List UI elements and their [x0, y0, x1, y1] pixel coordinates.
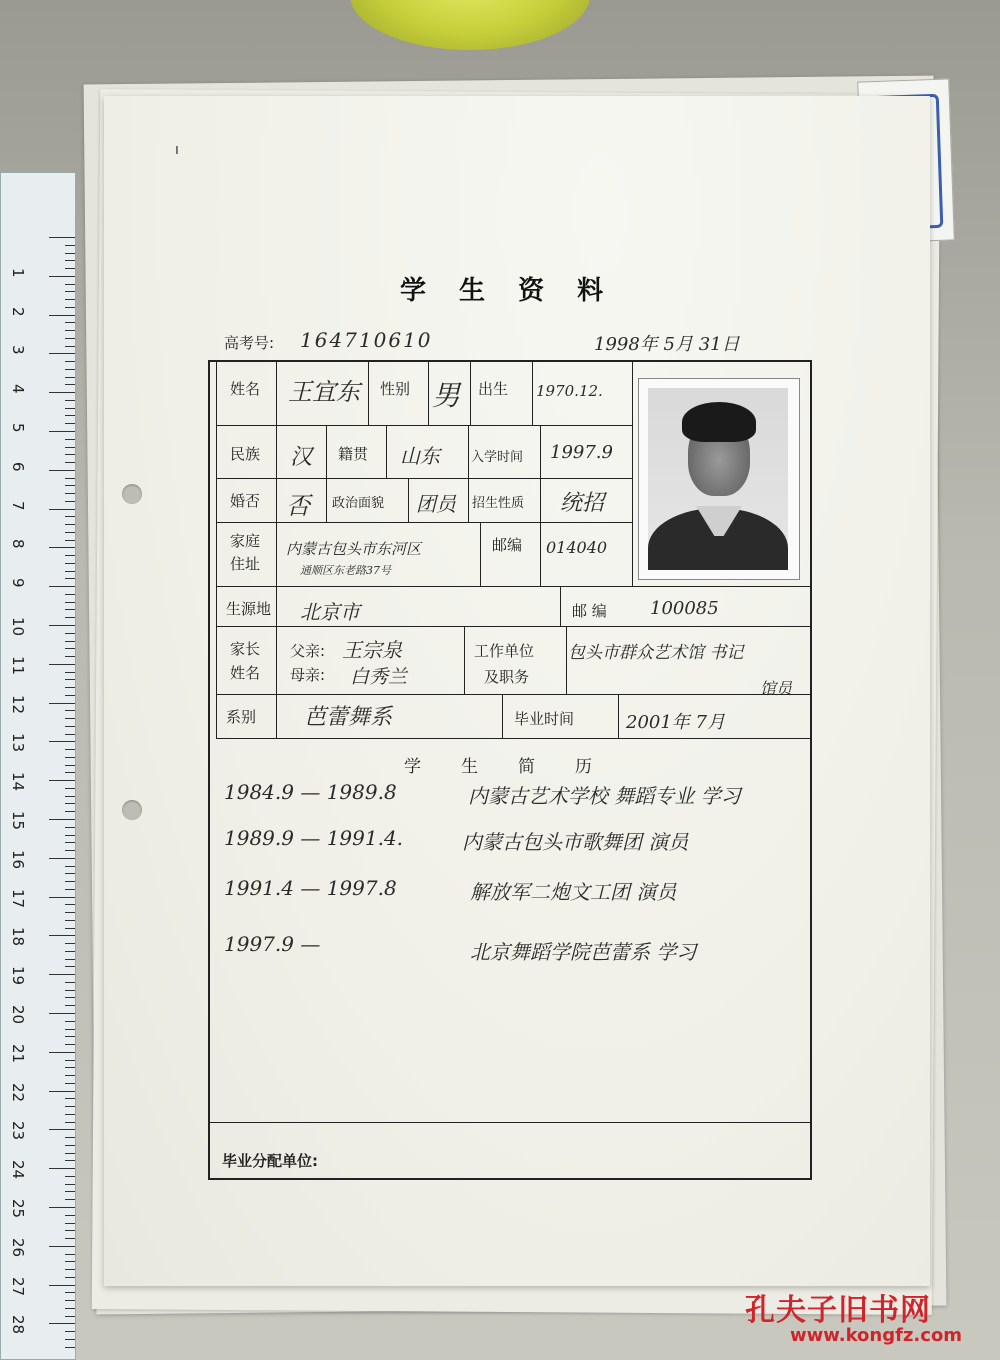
label-footer: 毕业分配单位: — [222, 1152, 318, 1170]
ruler-tick — [65, 400, 75, 401]
ruler-tick — [49, 897, 75, 898]
ruler-tick — [65, 1269, 75, 1270]
ruler-tick — [65, 1184, 75, 1185]
ruler-tick — [65, 563, 75, 564]
ruler-tick — [65, 1114, 75, 1115]
value-home-1: 内蒙古包头市东河区 — [286, 540, 422, 558]
ruler-tick — [65, 1277, 75, 1278]
col-line — [480, 522, 481, 586]
resume-period: 1989.9 — 1991.4. — [224, 826, 404, 850]
row-line — [216, 694, 810, 695]
ruler-tick — [65, 726, 75, 727]
col-line — [566, 626, 567, 694]
ruler-tick — [65, 532, 75, 533]
fruit-background — [350, 0, 590, 50]
ruler-tick — [65, 997, 75, 998]
label-department: 系别 — [226, 708, 257, 726]
row-line — [216, 626, 810, 627]
ruler-number: 6 — [9, 461, 27, 472]
ruler-tick — [49, 586, 75, 587]
resume-period: 1991.4 — 1997.8 — [224, 876, 397, 900]
ruler-tick — [65, 687, 75, 688]
ruler-number: 4 — [9, 384, 27, 394]
ruler-tick — [65, 594, 75, 595]
ruler-tick — [65, 943, 75, 944]
ruler-tick — [49, 1323, 75, 1324]
ruler-tick — [65, 524, 75, 525]
ruler-tick — [65, 1254, 75, 1255]
ruler-number: 21 — [9, 1043, 27, 1063]
col-line — [408, 478, 409, 522]
ruler-tick — [65, 796, 75, 797]
resume-desc: 北京舞蹈学院芭蕾系 学习 — [470, 940, 697, 964]
ruler-tick — [65, 1238, 75, 1239]
ruler-tick — [65, 346, 75, 347]
ruler-tick — [65, 462, 75, 463]
label-parents-2: 姓名 — [230, 664, 261, 682]
form-title: 学 生 资 料 — [400, 276, 616, 306]
label-postcode: 邮编 — [492, 536, 523, 554]
ruler-tick — [49, 392, 75, 393]
label-marital: 婚否 — [230, 492, 261, 510]
label-enroll-time: 入学时间 — [471, 450, 524, 465]
resume-desc: 内蒙古艺术学校 舞蹈专业 学习 — [468, 784, 741, 808]
ruler-tick — [65, 253, 75, 254]
ruler-tick — [65, 1339, 75, 1340]
ruler-tick — [65, 617, 75, 618]
ruler-tick — [65, 1067, 75, 1068]
ruler-tick — [65, 245, 75, 246]
ruler-tick — [65, 920, 75, 921]
ruler-tick — [65, 1083, 75, 1084]
ruler-tick — [65, 679, 75, 680]
ruler-number: 28 — [9, 1315, 27, 1335]
ruler-tick — [65, 322, 75, 323]
row-line — [216, 586, 810, 587]
ruler-tick — [65, 889, 75, 890]
value-native-place: 山东 — [400, 444, 440, 468]
ruler-tick — [65, 966, 75, 967]
ruler-tick — [49, 974, 75, 975]
label-work-unit-1: 工作单位 — [474, 642, 535, 660]
ruler-tick — [65, 478, 75, 479]
ruler-number: 3 — [9, 345, 27, 355]
label-mother: 母亲: — [290, 666, 326, 684]
ruler-tick — [65, 1160, 75, 1161]
ruler-number: 25 — [9, 1199, 27, 1219]
ruler-tick — [65, 1223, 75, 1224]
ruler-tick — [65, 959, 75, 960]
ruler-tick — [65, 1005, 75, 1006]
ruler-tick — [65, 268, 75, 269]
watermark-logo-text: 孔夫子旧书网 — [745, 1293, 931, 1328]
ruler-number: 12 — [9, 694, 27, 714]
ruler-tick — [65, 1308, 75, 1309]
row-line — [216, 425, 632, 426]
ruler-tick — [65, 1145, 75, 1146]
ruler-number: 9 — [9, 578, 27, 588]
ruler-tick — [65, 1316, 75, 1317]
ruler-tick — [65, 439, 75, 440]
ruler-tick — [65, 260, 75, 261]
form-date: 1998年 5月 31日 — [594, 334, 740, 355]
ruler-tick — [65, 1292, 75, 1293]
ruler-tick — [49, 353, 75, 354]
col-line — [540, 425, 541, 522]
ruler-tick — [49, 1091, 75, 1092]
ruler-tick — [65, 330, 75, 331]
label-home-2: 住址 — [230, 555, 261, 573]
ruler-tick — [65, 338, 75, 339]
ruler-tick — [65, 757, 75, 758]
resume-desc: 解放军二炮文工团 演员 — [470, 880, 677, 904]
value-home-2: 通顺区东老路37号 — [300, 564, 391, 577]
ruler-tick — [65, 1137, 75, 1138]
value-gender: 男 — [432, 379, 461, 412]
ruler-tick — [49, 1168, 75, 1169]
col-line — [502, 694, 503, 738]
ruler-tick — [65, 423, 75, 424]
ruler-tick — [65, 648, 75, 649]
resume-period: 1997.9 — — [224, 932, 321, 956]
ruler-tick — [65, 307, 75, 308]
ruler-tick — [49, 431, 75, 432]
ruler-tick — [65, 827, 75, 828]
ruler-tick — [49, 276, 75, 277]
ruler-number: 17 — [9, 888, 27, 908]
ruler-number: 18 — [9, 927, 27, 947]
value-postcode: 014040 — [546, 538, 608, 557]
photo-hair — [682, 402, 756, 442]
ruler-tick — [65, 904, 75, 905]
label-name: 姓名 — [230, 380, 261, 398]
value-work-unit-2: 馆员 — [760, 679, 793, 698]
ruler-number: 13 — [9, 733, 27, 753]
ruler-tick — [65, 1331, 75, 1332]
value-work-unit-1: 包头市群众艺术馆 书记 — [568, 643, 744, 663]
ruler-tick — [65, 842, 75, 843]
punch-hole-bottom — [122, 800, 142, 820]
punch-hole-top — [122, 484, 142, 504]
label-work-unit-2: 及职务 — [484, 668, 530, 686]
ruler-tick — [65, 990, 75, 991]
col-line — [540, 522, 541, 586]
label-birth: 出生 — [478, 380, 509, 398]
ruler-tick — [65, 540, 75, 541]
ruler-tick — [65, 1122, 75, 1123]
ruler-tick — [65, 912, 75, 913]
ruler-number: 20 — [9, 1005, 27, 1025]
ruler-tick — [65, 578, 75, 579]
ruler-tick — [65, 291, 75, 292]
ruler-tick — [49, 315, 75, 316]
ruler-number: 10 — [9, 617, 27, 637]
value-postcode2: 100085 — [650, 598, 719, 619]
value-grad-time: 2001年 7月 — [626, 712, 725, 733]
label-source: 生源地 — [226, 600, 272, 618]
ruler-tick — [49, 780, 75, 781]
col-line — [368, 362, 369, 426]
resume-period: 1984.9 — 1989.8 — [224, 780, 397, 804]
ruler-number: 5 — [9, 423, 27, 433]
ruler-tick — [65, 656, 75, 657]
ruler-tick — [65, 361, 75, 362]
ruler-tick — [65, 1021, 75, 1022]
ruler-tick — [65, 1230, 75, 1231]
row-line — [216, 738, 810, 739]
col-line — [532, 362, 533, 426]
value-department: 芭蕾舞系 — [304, 705, 393, 730]
ruler-tick — [65, 1029, 75, 1030]
ruler-number: 2 — [9, 306, 27, 317]
student-photo — [648, 388, 788, 570]
ruler-tick — [65, 377, 75, 378]
ruler-tick — [65, 982, 75, 983]
ruler — [0, 172, 76, 1360]
ruler-tick — [49, 1207, 75, 1208]
ruler-tick — [49, 1052, 75, 1053]
ruler-number: 26 — [9, 1237, 27, 1257]
ruler-tick — [65, 1075, 75, 1076]
ruler-number: 27 — [9, 1276, 27, 1296]
ruler-tick — [49, 547, 75, 548]
ruler-tick — [49, 470, 75, 471]
ruler-tick — [65, 928, 75, 929]
ruler-tick — [49, 858, 75, 859]
ruler-number: 14 — [9, 772, 27, 792]
ruler-tick — [65, 749, 75, 750]
ruler-tick — [65, 881, 75, 882]
ruler-tick — [49, 935, 75, 936]
ruler-tick — [65, 718, 75, 719]
ruler-tick — [65, 415, 75, 416]
ruler-tick — [65, 1098, 75, 1099]
ruler-number: 22 — [9, 1082, 27, 1102]
ruler-tick — [65, 803, 75, 804]
ruler-tick — [65, 609, 75, 610]
row-line — [216, 478, 632, 479]
ruler-tick — [65, 384, 75, 385]
ruler-number: 24 — [9, 1160, 27, 1180]
paper-mark: ı — [175, 142, 179, 158]
ruler-tick — [65, 369, 75, 370]
col-line — [216, 362, 217, 738]
ruler-tick — [49, 1285, 75, 1286]
value-admission-type: 统招 — [560, 491, 605, 516]
value-name: 王宜东 — [288, 378, 360, 406]
value-birth: 1970.12. — [536, 382, 603, 400]
label-native-place: 籍贯 — [338, 445, 369, 463]
ruler-tick — [65, 571, 75, 572]
ruler-tick — [49, 237, 75, 238]
ruler-number: 1 — [9, 267, 27, 278]
ruler-tick — [65, 1300, 75, 1301]
ruler-tick — [65, 672, 75, 673]
ruler-tick — [65, 1106, 75, 1107]
ruler-tick — [65, 447, 75, 448]
ruler-tick — [65, 850, 75, 851]
ruler-tick — [65, 454, 75, 455]
col-line — [618, 694, 619, 738]
gaokao-number: 164710610 — [300, 328, 433, 352]
col-line — [632, 362, 633, 586]
ruler-tick — [65, 1060, 75, 1061]
resume-title: 学生简历 — [404, 757, 632, 777]
value-political: 团员 — [416, 492, 456, 516]
ruler-tick — [65, 835, 75, 836]
ruler-tick — [65, 284, 75, 285]
ruler-tick — [65, 493, 75, 494]
ruler-tick — [65, 485, 75, 486]
ruler-tick — [65, 1153, 75, 1154]
ruler-tick — [65, 788, 75, 789]
ruler-number: 15 — [9, 811, 27, 831]
ruler-number: 16 — [9, 849, 27, 869]
value-source: 北京市 — [300, 600, 360, 624]
ruler-number: 7 — [9, 500, 27, 511]
resume-desc: 内蒙古包头市歌舞团 演员 — [462, 830, 689, 854]
value-father: 王宗泉 — [342, 638, 402, 662]
row-line — [210, 1122, 810, 1123]
label-postcode2: 邮 编 — [572, 602, 607, 620]
col-line — [386, 425, 387, 478]
ruler-tick — [49, 1013, 75, 1014]
col-line — [276, 362, 277, 738]
ruler-tick — [65, 866, 75, 867]
col-line — [326, 425, 327, 478]
col-line — [470, 362, 471, 426]
ruler-tick — [49, 1129, 75, 1130]
ruler-tick — [65, 1191, 75, 1192]
col-line — [326, 478, 327, 522]
ruler-tick — [49, 819, 75, 820]
label-ethnicity: 民族 — [230, 445, 261, 463]
ruler-tick — [49, 741, 75, 742]
ruler-number: 8 — [9, 539, 27, 549]
label-father: 父亲: — [290, 642, 326, 660]
ruler-tick — [65, 1199, 75, 1200]
value-enroll-time: 1997.9 — [550, 442, 613, 463]
ruler-tick — [65, 1215, 75, 1216]
label-political: 政治面貌 — [332, 496, 385, 511]
value-marital: 否 — [286, 492, 310, 520]
ruler-tick — [65, 1176, 75, 1177]
ruler-tick — [65, 299, 75, 300]
value-ethnicity: 汉 — [290, 445, 313, 470]
ruler-tick — [65, 1261, 75, 1262]
ruler-tick — [49, 703, 75, 704]
ruler-tick — [65, 501, 75, 502]
label-parents-1: 家长 — [230, 640, 261, 658]
ruler-tick — [65, 516, 75, 517]
ruler-tick — [49, 509, 75, 510]
gaokao-label: 高考号: — [224, 334, 275, 352]
ruler-tick — [65, 602, 75, 603]
ruler-tick — [65, 811, 75, 812]
ruler-tick — [65, 641, 75, 642]
ruler-tick — [49, 1246, 75, 1247]
label-gender: 性别 — [380, 380, 411, 398]
label-admission-type: 招生性质 — [472, 496, 525, 511]
ruler-tick — [49, 625, 75, 626]
row-line — [216, 522, 632, 523]
ruler-tick — [49, 664, 75, 665]
ruler-number: 23 — [9, 1121, 27, 1141]
ruler-tick — [65, 633, 75, 634]
value-mother: 白秀兰 — [350, 666, 408, 688]
ruler-tick — [65, 873, 75, 874]
ruler-number: 19 — [9, 966, 27, 986]
student-photo-frame — [638, 378, 800, 580]
ruler-tick — [65, 555, 75, 556]
col-line — [560, 586, 561, 626]
ruler-tick — [65, 765, 75, 766]
label-grad-time: 毕业时间 — [514, 710, 575, 728]
ruler-tick — [65, 408, 75, 409]
col-line — [468, 425, 469, 522]
ruler-tick — [65, 695, 75, 696]
ruler-tick — [65, 710, 75, 711]
ruler-tick — [65, 772, 75, 773]
watermark-url: www.kongfz.com — [790, 1325, 963, 1346]
ruler-tick — [65, 1347, 75, 1348]
ruler-number: 11 — [9, 655, 27, 675]
ruler-tick — [65, 1044, 75, 1045]
ruler-tick — [65, 1036, 75, 1037]
label-home-1: 家庭 — [230, 532, 261, 550]
col-line — [428, 362, 429, 426]
ruler-tick — [65, 951, 75, 952]
ruler-tick — [65, 734, 75, 735]
col-line — [464, 626, 465, 694]
